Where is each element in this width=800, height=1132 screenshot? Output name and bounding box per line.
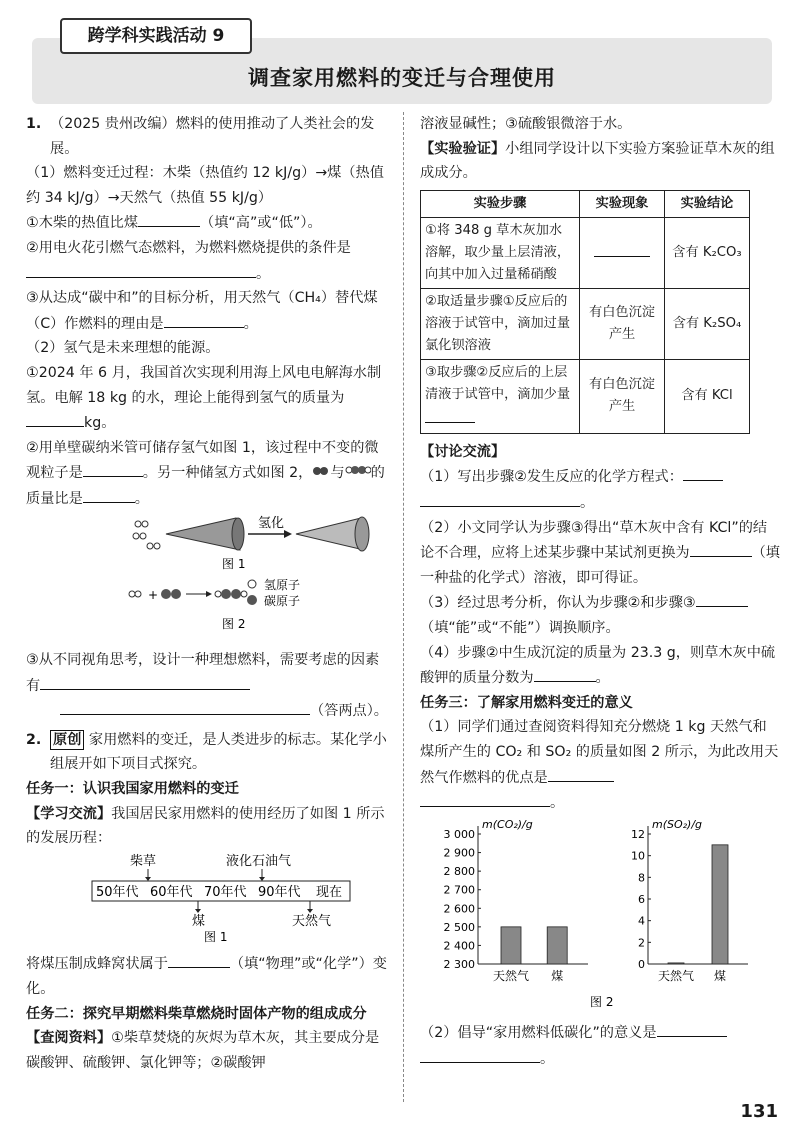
answer-blank[interactable]: [683, 464, 723, 481]
discussion-1: （1）写出步骤②发生反应的化学方程式：: [420, 464, 780, 490]
y-tick-label: 2 600: [443, 901, 475, 915]
task3-q1-line: 。: [420, 790, 780, 816]
answer-blank[interactable]: [690, 540, 752, 557]
discussion-heading: 【讨论交流】: [420, 443, 506, 460]
x-category-label: 天然气: [657, 968, 695, 983]
q2-coal: 将煤压制成蜂窝状属于 （填“物理”或“化学”）变化。: [26, 951, 388, 1001]
answer-blank[interactable]: [60, 698, 310, 715]
timeline-period: 60年代: [150, 884, 193, 900]
q1-sub2: （2）氢气是未来理想的能源。: [26, 340, 220, 357]
page-number: 131: [740, 1101, 778, 1122]
answer-blank[interactable]: [168, 951, 230, 968]
q1-sub1: （1）燃料变迁过程：木柴（热值约 12 kJ/g）→煤（热值约 34 kJ/g）→天然气（热值 55 kJ/g）: [26, 165, 384, 206]
answer-blank[interactable]: [420, 790, 550, 807]
experiment-table: [420, 190, 750, 434]
answer-blank[interactable]: [138, 210, 200, 227]
y-tick-label: 2 700: [443, 883, 475, 897]
answer-blank[interactable]: [425, 406, 475, 423]
timeline-period: 现在: [316, 884, 343, 900]
page-title: 调查家用燃料的变迁与合理使用: [248, 66, 556, 90]
y-tick-label: 2 400: [443, 939, 475, 953]
q1-s1b: ②用电火花引燃气态燃料，为燃料燃烧提供的条件是。: [26, 239, 351, 282]
conclusion-cell: 含有 K₂SO₄: [665, 288, 750, 359]
y-tick-label: 3 000: [443, 827, 475, 841]
timeline-bottom-label: 煤: [192, 913, 206, 929]
task3-q2-line: 。: [420, 1046, 780, 1072]
y-tick-label: 10: [631, 849, 645, 863]
emission-charts: [420, 816, 780, 1012]
timeline-bottom-label: 天然气: [292, 913, 332, 929]
q1-s2a: ①2024 年 6 月，我国首次实现利用海上风电电解海水制氢。电解 18 kg 的水，理论上能得到氢气的质量为kg。: [26, 364, 382, 432]
y-tick-label: 0: [638, 957, 645, 971]
table-row: [421, 217, 750, 288]
reference-info-cont: 溶液显碱性；③硫酸银微溶于水。: [420, 116, 632, 132]
discussion-3: （3）经过思考分析，你认为步骤②和步骤③（填“能”或“不能”）调换顺序。: [420, 590, 780, 640]
timeline-top-label: 柴草: [130, 853, 157, 869]
y-tick-label: 12: [631, 827, 645, 841]
hydrogenated-molecule-icon: [345, 463, 371, 477]
x-category-label: 煤: [713, 968, 727, 983]
answer-blank[interactable]: [83, 486, 135, 503]
activity-tab: 跨学科实践活动 9: [60, 18, 252, 54]
y-tick-label: 2 800: [443, 864, 475, 878]
svg-text:+: +: [148, 587, 159, 602]
right-column: [420, 112, 780, 1071]
bar: [547, 927, 567, 964]
answer-blank[interactable]: [83, 460, 143, 477]
task3-q1: （1）同学们通过查阅资料得知充分燃烧 1 kg 天然气和煤所产生的 CO₂ 和 SO₂ 的质量如图 2 所示，为此改用天然气作燃料的优点是: [420, 719, 779, 786]
timeline-top-label: 液化石油气: [226, 853, 292, 869]
figure2-diagram: [129, 580, 257, 605]
bar: [668, 963, 684, 964]
answer-blank[interactable]: [420, 490, 580, 507]
y-axis-label: m(SO₂)/g: [652, 817, 703, 831]
q2-intro: 2. 原创 家用燃料的变迁，是人类进步的标志。某化学小组展开如下项目式探究。: [26, 728, 388, 777]
timeline-period: 70年代: [204, 884, 247, 900]
q1-s1c: ③从达成“碳中和”的目标分析，用天然气（CH₄）替代煤（C）作燃料的理由是 。: [26, 290, 378, 332]
conclusion-cell: 含有 KCl: [665, 359, 750, 433]
y-tick-label: 2 500: [443, 920, 475, 934]
co2-chart: [444, 818, 589, 983]
figure1-diagram: [133, 517, 369, 551]
task3-heading: 任务三：了解家用燃料变迁的意义: [420, 694, 633, 711]
discussion-2: （2）小文同学认为步骤③得出“草木灰中含有 KCl”的结论不合理，应将上述某步骤中某试剂更换为 （填一种盐的化学式）溶液，即可得证。: [420, 519, 780, 586]
table-header: 实验结论: [665, 190, 750, 217]
table-header: 实验现象: [580, 190, 665, 217]
step-cell: ③取步骤②反应后的上层清液于试管中，滴加少量: [421, 359, 580, 433]
chart-caption: 图 2: [590, 994, 614, 1009]
q1-s2c-end: （答两点）。: [26, 698, 388, 724]
y-tick-label: 2 900: [443, 846, 475, 860]
q2-number: 2.: [26, 731, 42, 748]
fig2-caption: 图 2: [222, 616, 246, 631]
answer-blank[interactable]: [696, 590, 748, 607]
q1-s2b: ②用单壁碳纳米管可储存氢气如图 1，该过程中不变的微观粒子是 。另一种储氢方式如图 2， 与 的质量比是 。: [26, 439, 385, 507]
q1-number: 1.: [26, 116, 42, 132]
y-tick-label: 6: [638, 892, 645, 906]
hydrogen-storage-figures: [26, 512, 388, 640]
answer-blank[interactable]: [534, 665, 596, 682]
table-header: 实验步骤: [421, 190, 580, 217]
fig1-caption: 图 1: [222, 556, 246, 571]
y-tick-label: 2 300: [443, 957, 475, 971]
step-cell: ②取适量步骤①反应后的溶液于试管中，滴加过量氯化钡溶液: [421, 288, 580, 359]
fig1-arrow-label: 氢化: [258, 515, 285, 531]
step-cell: ①将 348 g 草木灰加水溶解，取少量上层清液，向其中加入过量稀硝酸: [421, 217, 580, 288]
discussion-4: （4）步骤②中生成沉淀的质量为 23.3 g，则草木灰中硫酸钾的质量分数为 。: [420, 644, 776, 687]
phenomenon-cell: [580, 217, 665, 288]
bar: [501, 927, 521, 964]
y-tick-label: 2: [638, 936, 645, 950]
table-row: [421, 288, 750, 359]
phenomenon-cell: 有白色沉淀产生: [580, 359, 665, 433]
conclusion-cell: 含有 K₂CO₃: [665, 217, 750, 288]
legend-carbon: 碳原子: [264, 593, 301, 608]
task3-q2: （2）倡导“家用燃料低碳化”的意义是: [420, 1020, 780, 1046]
answer-blank[interactable]: [26, 261, 256, 278]
bar: [712, 845, 728, 964]
answer-blank[interactable]: [548, 765, 614, 782]
answer-blank[interactable]: [420, 1046, 540, 1063]
legend-hydrogen: 氢原子: [264, 577, 301, 592]
q1-s1a: ①木柴的热值比煤 （填“高”或“低”）。: [26, 210, 388, 236]
column-divider: [403, 112, 405, 1102]
so2-chart: [631, 818, 748, 983]
table-row: [421, 359, 750, 433]
answer-blank[interactable]: [164, 311, 244, 328]
verify-intro: 【实验验证】小组同学设计以下实验方案验证草木灰的组成成分。: [420, 140, 775, 182]
discussion-1-line: 。: [420, 490, 780, 516]
timeline-caption: 图 1: [204, 929, 228, 943]
task2-heading: 任务二：探究早期燃料柴草燃烧时固体产物的组成成分: [26, 1005, 367, 1022]
fuel-timeline-figure: [26, 851, 388, 943]
answer-blank[interactable]: [40, 673, 250, 690]
x-category-label: 天然气: [492, 968, 530, 983]
answer-blank[interactable]: [657, 1020, 727, 1037]
x-category-label: 煤: [551, 968, 564, 983]
reference-info: 【查阅资料】①柴草焚烧的灰烬为草木灰，其主要成分是碳酸钾、硫酸钾、氯化钾等；②碳酸钾: [26, 1030, 380, 1071]
q1-intro: 1. （2025 贵州改编）燃料的使用推动了人类社会的发展。: [26, 112, 388, 161]
q1-s2c: ③从不同视角思考，设计一种理想燃料，需要考虑的因素有: [26, 652, 380, 694]
y-tick-label: 8: [638, 871, 645, 885]
answer-blank[interactable]: [594, 240, 650, 257]
phenomenon-cell: 有白色沉淀产生: [580, 288, 665, 359]
task1-heading: 任务一：认识我国家用燃料的变迁: [26, 781, 239, 798]
original-badge: 原创: [50, 730, 84, 750]
study-exchange: 【学习交流】我国居民家用燃料的使用经历了如图 1 所示的发展历程：: [26, 805, 385, 847]
timeline-period: 90年代: [258, 884, 301, 900]
y-axis-label: m(CO₂)/g: [482, 817, 533, 831]
y-tick-label: 4: [638, 914, 645, 928]
left-column: [26, 112, 388, 1075]
h2-molecule-icon: [312, 465, 330, 477]
answer-blank[interactable]: [26, 410, 84, 427]
timeline-period: 50年代: [96, 884, 139, 900]
